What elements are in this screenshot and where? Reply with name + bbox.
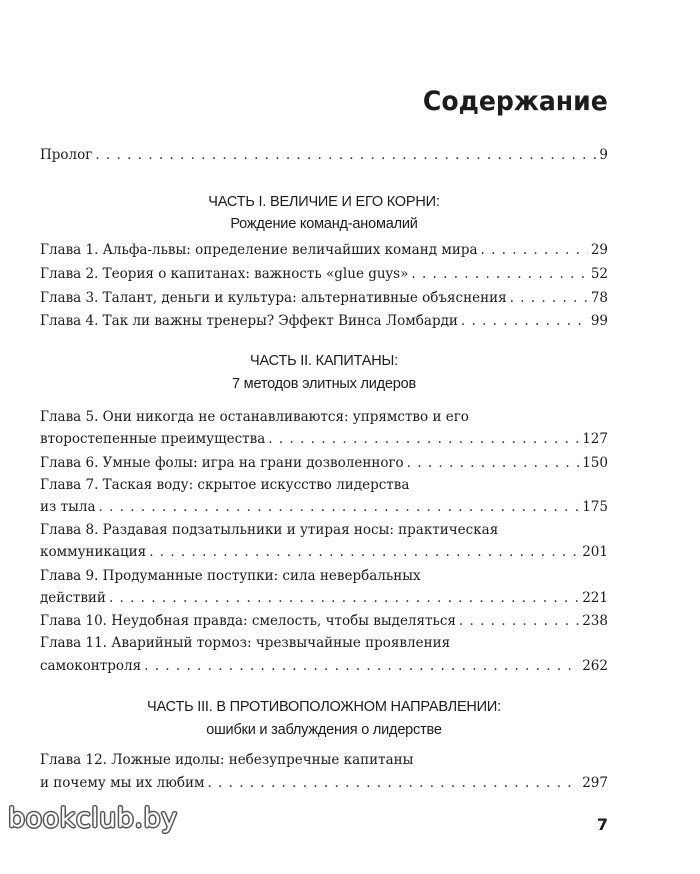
toc-entry-chapter-1: [40, 239, 608, 262]
toc-entry-line1: Глава 5. Они никогда не останавливаются: упрямство и его: [40, 409, 469, 425]
toc-entry-line1: Глава 9. Продуманные поступки: сила невербальных: [40, 568, 421, 584]
toc-entry-line1: Глава 11. Аварийный тормоз: чрезвычайные проявления: [40, 635, 451, 651]
page-title: Содержание: [423, 86, 608, 117]
toc-entry-title: из тыла: [40, 499, 96, 515]
toc-entry-page: 99: [590, 313, 608, 329]
toc-entry-line1: Глава 8. Раздавая подзатыльники и утирая носы: практическая: [40, 522, 499, 538]
toc-entry-page: 297: [582, 775, 608, 791]
leader-dots: [99, 496, 580, 519]
toc-entry-title: второстепенные преимущества: [40, 431, 266, 447]
leader-dots: [109, 587, 579, 610]
leader-dots: [411, 263, 587, 286]
toc-entry-page: 78: [590, 290, 608, 306]
leader-dots: [144, 655, 579, 678]
toc-entry-chapter-4: [40, 310, 608, 333]
toc-entry-page: 29: [590, 242, 608, 258]
toc-entry-chapter-10: [40, 610, 608, 633]
toc-entry-page: 9: [599, 147, 608, 163]
toc-entry-title: Глава 6. Умные фолы: игра на грани дозволенного: [40, 455, 404, 471]
toc-entry-page: 150: [582, 455, 608, 471]
toc-entry-title: Пролог: [40, 147, 93, 163]
leader-dots: [510, 287, 588, 310]
toc-entry-page: 262: [582, 658, 608, 674]
toc-entry-chapter-11: [40, 655, 608, 678]
toc-entry-page: 238: [582, 613, 608, 629]
part-heading: ЧАСТЬ I. ВЕЛИЧИЕ И ЕГО КОРНИ:: [208, 194, 440, 210]
leader-dots: [95, 144, 596, 167]
leader-dots: [268, 428, 579, 451]
toc-entry-title: коммуникация: [40, 544, 147, 560]
part-subheading: ошибки и заблуждения о лидерстве: [206, 722, 442, 738]
toc-entry-title: Глава 4. Так ли важны тренеры? Эффект Винса Ломбарди: [40, 313, 458, 329]
page-number: 7: [596, 815, 608, 834]
toc-entry-chapter-2: [40, 263, 608, 286]
toc-entry-page: 221: [582, 590, 608, 606]
part-subheading: 7 методов элитных лидеров: [231, 376, 417, 392]
toc-entry-page: 127: [582, 431, 608, 447]
toc-entry-page: 201: [582, 544, 608, 560]
part-subheading: Рождение команд-аномалий: [230, 216, 418, 232]
toc-entry-page: 175: [582, 499, 608, 515]
toc-entry-title: и почему мы их любим: [40, 775, 205, 791]
leader-dots: [459, 610, 579, 633]
watermark: bookclub.by: [8, 803, 178, 834]
toc-entry-chapter-9: [40, 587, 608, 610]
toc-entry-chapter-7: [40, 496, 608, 519]
toc-entry-page: 52: [590, 266, 608, 282]
toc-entry-title: Глава 2. Теория о капитанах: важность «glue guys»: [40, 266, 409, 282]
leader-dots: [207, 772, 579, 795]
toc-entry-chapter-8: [40, 541, 608, 564]
toc-entry-chapter-5: [40, 428, 608, 451]
toc-entry-chapter-6: [40, 452, 608, 475]
leader-dots: [149, 541, 579, 564]
toc-entry-title: Глава 1. Альфа-львы: определение величайших команд мира: [40, 242, 478, 258]
toc-entry-title: Глава 10. Неудобная правда: смелость, чтобы выделяться: [40, 613, 456, 629]
toc-entry-chapter-3: [40, 287, 608, 310]
toc-entry-line1: Глава 7. Таская воду: скрытое искусство лидерства: [40, 477, 410, 493]
toc-entry-title: Глава 3. Талант, деньги и культура: альтернативные объяснения: [40, 290, 507, 306]
toc-entry-prologue: [40, 144, 608, 167]
leader-dots: [461, 310, 588, 333]
leader-dots: [481, 239, 588, 262]
part-heading: ЧАСТЬ III. В ПРОТИВОПОЛОЖНОМ НАПРАВЛЕНИИ:: [147, 699, 501, 715]
toc-entry-title: самоконтроля: [40, 658, 142, 674]
leader-dots: [407, 452, 580, 475]
toc-entry-title: действий: [40, 590, 106, 606]
toc-entry-chapter-12: [40, 772, 608, 795]
toc-entry-line1: Глава 12. Ложные идолы: небезупречные капитаны: [40, 752, 414, 768]
part-heading: ЧАСТЬ II. КАПИТАНЫ:: [250, 353, 398, 369]
